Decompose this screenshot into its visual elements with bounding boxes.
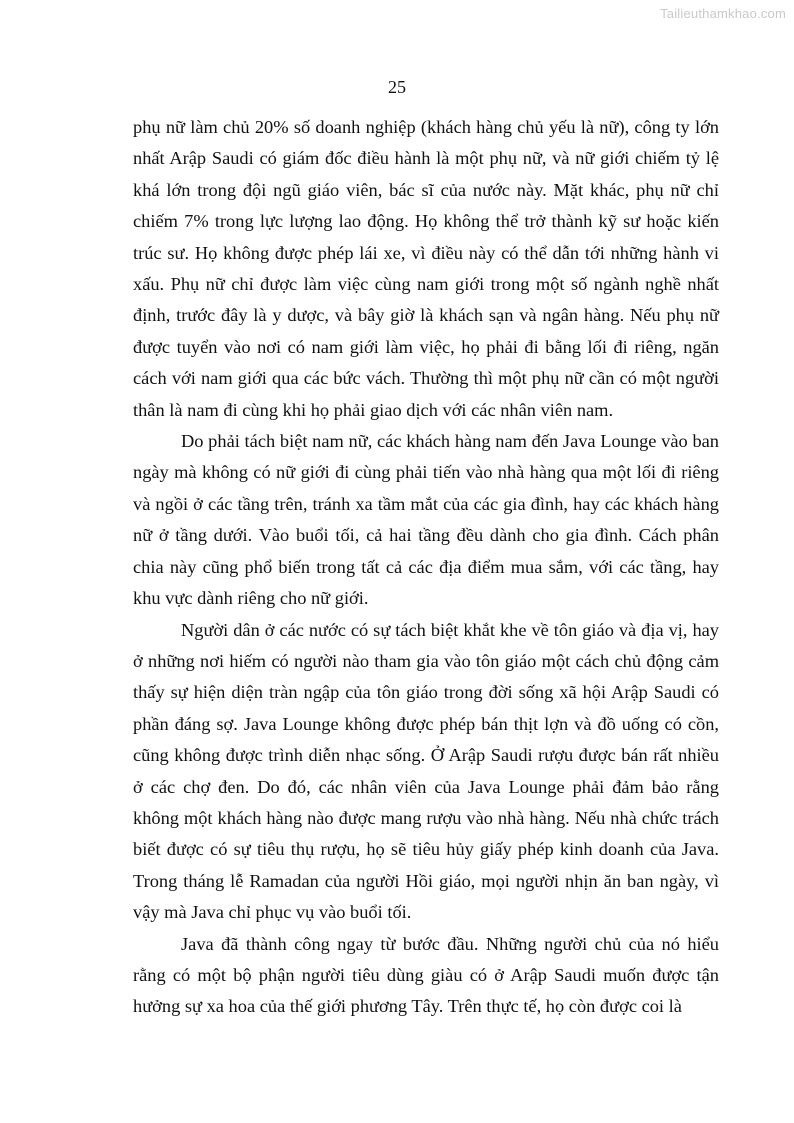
page-number: 25: [388, 77, 406, 97]
paragraph-3: Người dân ở các nước có sự tách biệt khắt khe về tôn giáo và địa vị, hay ở những nơi hiếm có người nào tham gia vào tôn giáo một cách chủ động cảm thấy sự hiện diện tràn ngập của tôn giáo trong đời sống xã hội Arập Saudi có phần đáng sợ. Java Lounge không được phép bán thịt lợn và đồ uống có cồn, cũng không được trình diễn nhạc sống. Ở Arập Saudi rượu được bán rất nhiều ở các chợ đen. Do đó, các nhân viên của Java Lounge phải đảm bảo rằng không một khách hàng nào được mang rượu vào nhà hàng. Nếu nhà chức trách biết được có sự tiêu thụ rượu, họ sẽ tiêu hủy giấy phép kinh doanh của Java. Trong tháng lễ Ramadan của người Hồi giáo, mọi người nhịn ăn ban ngày, vì vậy mà Java chỉ phục vụ vào buổi tối.: [133, 619, 719, 923]
document-body: [133, 112, 719, 1023]
paragraph-2: Do phải tách biệt nam nữ, các khách hàng nam đến Java Lounge vào ban ngày mà không có nữ giới đi cùng phải tiến vào nhà hàng qua một lối đi riêng và ngồi ở các tầng trên, tránh xa tầm mắt của các gia đình, hay các khách hàng nữ ở tầng dưới. Vào buổi tối, cả hai tầng đều dành cho gia đình. Cách phân chia này cũng phổ biến trong tất cả các địa điểm mua sắm, với các tầng, hay khu vực dành riêng cho nữ giới.: [133, 431, 719, 609]
watermark-text: Tailieuthamkhao.com: [660, 6, 786, 21]
paragraph-1: phụ nữ làm chủ 20% số doanh nghiệp (khách hàng chủ yếu là nữ), công ty lớn nhất Arập Saudi có giám đốc điều hành là một phụ nữ, và nữ giới chiếm tỷ lệ khá lớn trong đội ngũ giáo viên, bác sĩ của nước này. Mặt khác, phụ nữ chỉ chiếm 7% trong lực lượng lao động. Họ không thể trở thành kỹ sư hoặc kiến trúc sư. Họ không được phép lái xe, vì điều này có thể dẫn tới những hành vi xấu. Phụ nữ chỉ được làm việc cùng nam giới trong một số ngành nghề nhất định, trước đây là y dược, và bây giờ là khách sạn và ngân hàng. Nếu phụ nữ được tuyển vào nơi có nam giới làm việc, họ phải đi bằng lối đi riêng, ngăn cách với nam giới qua các bức vách. Thường thì một phụ nữ cần có một người thân là nam đi cùng khi họ phải giao dịch với các nhân viên nam.: [133, 117, 719, 420]
paragraph-4: Java đã thành công ngay từ bước đầu. Những người chủ của nó hiểu rằng có một bộ phận người tiêu dùng giàu có ở Arập Saudi muốn được tận hưởng sự xa hoa của thế giới phương Tây. Trên thực tế, họ còn được coi là: [133, 933, 719, 1017]
